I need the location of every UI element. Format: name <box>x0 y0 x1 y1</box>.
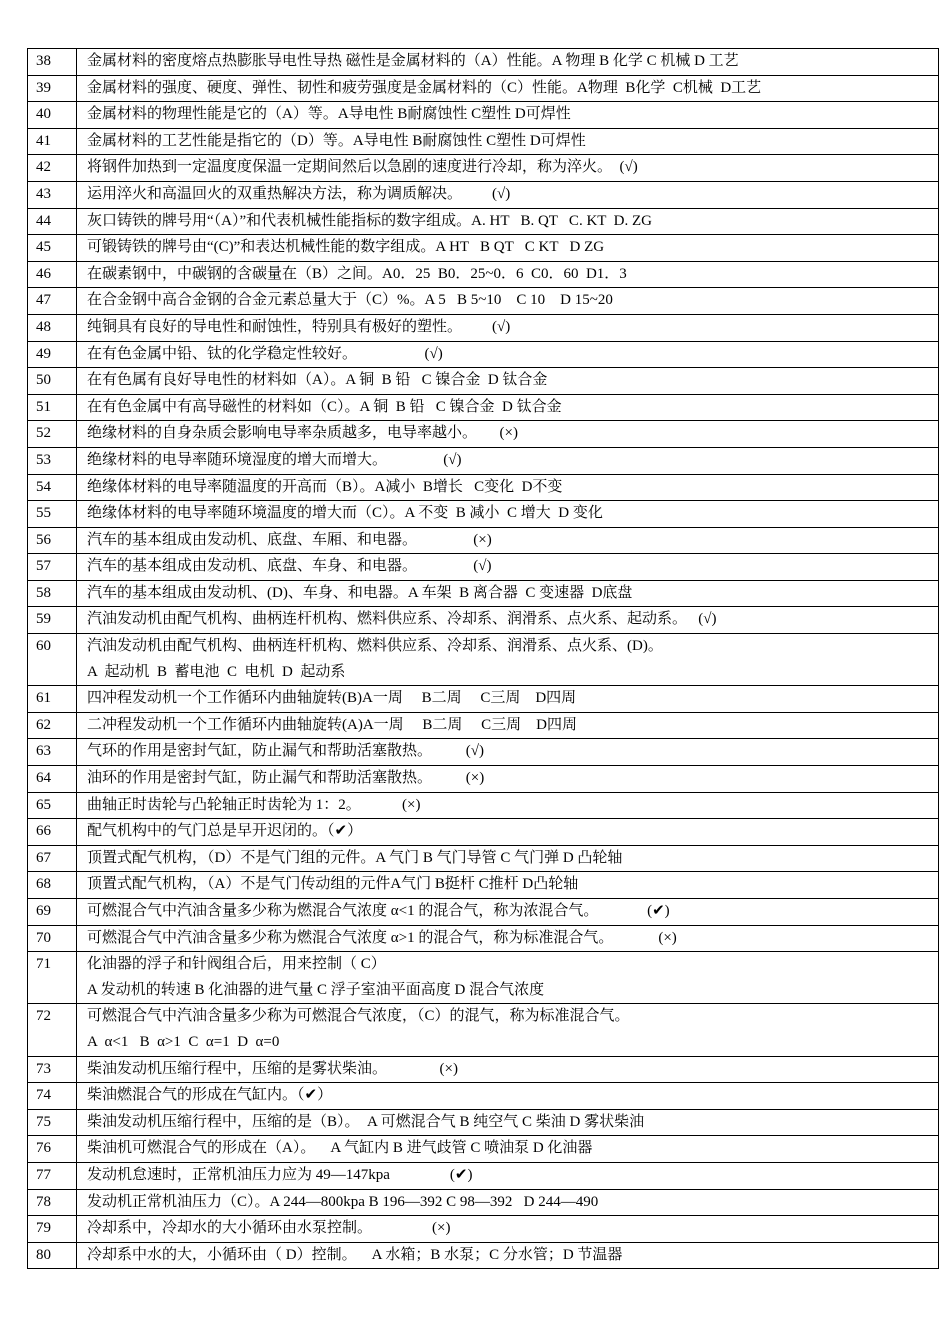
question-text-cell <box>77 1216 939 1243</box>
table-row <box>28 872 939 899</box>
question-text-cell <box>77 872 939 899</box>
question-number: 73 <box>28 1056 77 1083</box>
question-number: 42 <box>28 155 77 182</box>
question-text-cell <box>77 712 939 739</box>
table-row <box>28 155 939 182</box>
question-text-cell <box>77 394 939 421</box>
question-number: 55 <box>28 501 77 528</box>
question-text-cell <box>77 580 939 607</box>
table-row <box>28 368 939 395</box>
question-text-line: 灰口铸铁的牌号用“（A）”和代表机械性能指标的数字组成。A. HT B. QT C. KT D. ZG <box>87 212 652 229</box>
question-text-line: 汽车的基本组成由发动机、(D)、车身、和电器。A 车架 B 离合器 C 变速器 D底盘 <box>87 584 633 601</box>
table-row <box>28 925 939 952</box>
question-text-cell <box>77 792 939 819</box>
question-number: 52 <box>28 421 77 448</box>
question-number: 50 <box>28 368 77 395</box>
question-text-cell <box>77 925 939 952</box>
table-row <box>28 501 939 528</box>
question-text-line: 顶置式配气机构，（A）不是气门传动组的元件A气门 B挺杆 C推杆 D凸轮轴 <box>87 876 579 893</box>
question-text-line: 可燃混合气中汽油含量多少称为燃混合气浓度 α>1 的混合气，称为标准混合气。 (×) <box>87 929 677 946</box>
question-text-cell <box>77 607 939 634</box>
table-row <box>28 394 939 421</box>
question-text-cell <box>77 1136 939 1163</box>
table-row <box>28 181 939 208</box>
question-text-line: 在有色金属中铅、钛的化学稳定性较好。 (√) <box>87 345 443 362</box>
table-row <box>28 739 939 766</box>
question-text-cell <box>77 474 939 501</box>
question-text-line: 在碳素钢中，中碳钢的含碳量在（B）之间。A0．25 B0．25~0．6 C0．60 D1．3 <box>87 265 627 282</box>
question-text-cell <box>77 368 939 395</box>
question-number: 54 <box>28 474 77 501</box>
question-number: 53 <box>28 447 77 474</box>
question-number: 39 <box>28 75 77 102</box>
question-text-cell <box>77 155 939 182</box>
question-text-line: 四冲程发动机一个工作循环内曲轴旋转(B)A一周 B二周 C三周 D四周 <box>87 690 577 707</box>
question-text-cell <box>77 845 939 872</box>
question-text-cell <box>77 1083 939 1110</box>
table-row <box>28 1189 939 1216</box>
question-number: 66 <box>28 819 77 846</box>
table-row <box>28 712 939 739</box>
table-row <box>28 686 939 713</box>
question-text-cell <box>77 314 939 341</box>
table-row <box>28 474 939 501</box>
table-row <box>28 235 939 262</box>
question-text-line: 冷却系中水的大，小循环由（ D）控制。 A 水箱；B 水泵；C 分水管；D 节温器 <box>87 1246 623 1263</box>
question-text-line: 汽油发动机由配气机构、曲柄连杆机构、燃料供应系、冷却系、润滑系、点火系、起动系。 (√) <box>87 611 717 628</box>
question-text-cell <box>77 421 939 448</box>
question-number: 68 <box>28 872 77 899</box>
question-text-cell <box>77 686 939 713</box>
question-text-cell <box>77 1004 939 1056</box>
question-number: 61 <box>28 686 77 713</box>
table-row <box>28 899 939 926</box>
table-row <box>28 102 939 129</box>
question-text-cell <box>77 208 939 235</box>
question-text-line: 绝缘体材料的电导率随环境温度的增大而（C）。A 不变 B 减小 C 增大 D 变化 <box>87 505 603 522</box>
question-number: 57 <box>28 554 77 581</box>
table-row <box>28 766 939 793</box>
question-text-line: 将钢件加热到一定温度度保温一定期间然后以急剧的速度进行冷却，称为淬火。 (√) <box>87 159 638 176</box>
question-number: 65 <box>28 792 77 819</box>
table-row <box>28 447 939 474</box>
table-row <box>28 208 939 235</box>
question-text-cell <box>77 1242 939 1269</box>
question-number: 71 <box>28 952 77 1004</box>
question-text-line: 金属材料的密度熔点热膨胀导电性导热 磁性是金属材料的（A）性能。A 物理 B 化学 C 机械 D 工艺 <box>87 53 739 69</box>
question-text-cell <box>77 102 939 129</box>
question-text-cell <box>77 1056 939 1083</box>
table-row <box>28 1004 939 1056</box>
question-number: 67 <box>28 845 77 872</box>
table-row <box>28 1242 939 1269</box>
question-number: 56 <box>28 527 77 554</box>
question-text-line: 在有色属有良好导电性的材料如（A）。A 铜 B 铅 C 镍合金 D 钛合金 <box>87 372 548 389</box>
question-text-line: 汽车的基本组成由发动机、底盘、车厢、和电器。 (×) <box>87 531 492 548</box>
question-number: 41 <box>28 128 77 155</box>
question-text-cell <box>77 739 939 766</box>
table-row <box>28 341 939 368</box>
question-text-line: 柴油发动机压缩行程中，压缩的是（B）。 A 可燃混合气 B 纯空气 C 柴油 D 雾状柴油 <box>87 1113 645 1130</box>
question-text-cell <box>77 447 939 474</box>
table-row <box>28 845 939 872</box>
table-row <box>28 952 939 1004</box>
table-row <box>28 1056 939 1083</box>
question-text-line: 汽油发动机由配气机构、曲柄连杆机构、燃料供应系、冷却系、润滑系、点火系、(D)。 <box>87 638 663 655</box>
question-number: 46 <box>28 261 77 288</box>
question-number: 77 <box>28 1162 77 1189</box>
question-table <box>27 48 939 1269</box>
question-number: 44 <box>28 208 77 235</box>
table-row <box>28 261 939 288</box>
question-number: 40 <box>28 102 77 129</box>
table-row <box>28 792 939 819</box>
question-number: 69 <box>28 899 77 926</box>
question-text-cell <box>77 288 939 315</box>
question-text-line: 金属材料的物理性能是它的（A）等。A导电性 B耐腐蚀性 C塑性 D可焊性 <box>87 106 571 123</box>
question-text-line: A 发动机的转速 B 化油器的进气量 C 浮子室油平面高度 D 混合气浓度 <box>87 981 545 998</box>
question-text-line: 运用淬火和高温回火的双重热解决方法，称为调质解决。 (√) <box>87 185 511 202</box>
question-number: 70 <box>28 925 77 952</box>
question-number: 79 <box>28 1216 77 1243</box>
table-row <box>28 819 939 846</box>
question-number: 38 <box>28 49 77 76</box>
question-text-cell <box>77 501 939 528</box>
question-number: 74 <box>28 1083 77 1110</box>
question-text-cell <box>77 75 939 102</box>
table-row <box>28 75 939 102</box>
question-number: 78 <box>28 1189 77 1216</box>
question-text-cell <box>77 235 939 262</box>
table-row <box>28 1162 939 1189</box>
question-text-cell <box>77 261 939 288</box>
question-number: 45 <box>28 235 77 262</box>
table-row <box>28 49 939 76</box>
question-text-line: 气环的作用是密封气缸，防止漏气和帮助活塞散热。 (√) <box>87 743 484 760</box>
question-text-line: 冷却系中，冷却水的大小循环由水泵控制。 (×) <box>87 1220 451 1237</box>
question-text-line: 配气机构中的气门总是早开迟闭的。（✔） <box>87 823 363 840</box>
table-row <box>28 580 939 607</box>
question-text-line: 可燃混合气中汽油含量多少称为可燃混合气浓度，（C）的混气，称为标准混合气。 <box>87 1008 630 1025</box>
table-row <box>28 421 939 448</box>
question-text-cell <box>77 128 939 155</box>
question-text-line: 绝缘材料的自身杂质会影响电导率杂质越多，电导率越小。 (×) <box>87 425 518 442</box>
table-row <box>28 314 939 341</box>
table-row <box>28 1083 939 1110</box>
question-number: 48 <box>28 314 77 341</box>
question-text-line: 二冲程发动机一个工作循环内曲轴旋转(A)A一周 B二周 C三周 D四周 <box>87 716 578 733</box>
question-number: 76 <box>28 1136 77 1163</box>
question-number: 63 <box>28 739 77 766</box>
question-number: 62 <box>28 712 77 739</box>
question-text-cell <box>77 1109 939 1136</box>
table-row <box>28 634 939 686</box>
question-text-line: 绝缘体材料的电导率随温度的开高而（B）。A减小 B增长 C变化 D不变 <box>87 478 563 495</box>
question-number: 49 <box>28 341 77 368</box>
question-text-cell <box>77 181 939 208</box>
question-text-line: 柴油燃混合气的形成在气缸内。（✔） <box>87 1087 333 1104</box>
question-text-line: 金属材料的工艺性能是指它的（D）等。A导电性 B耐腐蚀性 C塑性 D可焊性 <box>87 132 586 149</box>
table-row <box>28 554 939 581</box>
question-text-line: 绝缘材料的电导率随环境湿度的增大而增大。 (√) <box>87 451 462 468</box>
table-row <box>28 1136 939 1163</box>
question-text-line: 柴油机可燃混合气的形成在（A）。 A 气缸内 B 进气歧管 C 喷油泵 D 化油器 <box>87 1140 593 1157</box>
question-text-cell <box>77 899 939 926</box>
question-number: 51 <box>28 394 77 421</box>
question-text-cell <box>77 819 939 846</box>
table-row <box>28 288 939 315</box>
question-table-body <box>28 49 939 1269</box>
question-text-line: 在合金钢中高合金钢的合金元素总量大于（C）%。A 5 B 5~10 C 10 D 15~20 <box>87 292 613 309</box>
question-text-line: A 起动机 B 蓄电池 C 电机 D 起动系 <box>87 663 346 680</box>
question-text-line: 曲轴正时齿轮与凸轮轴正时齿轮为 1：2。 (×) <box>87 796 421 813</box>
question-text-line: 发动机怠速时，正常机油压力应为 49—147kpa (✔) <box>87 1166 473 1183</box>
table-row <box>28 1109 939 1136</box>
question-text-cell <box>77 952 939 1004</box>
question-text-cell <box>77 341 939 368</box>
question-text-line: 顶置式配气机构，（D）不是气门组的元件。A 气门 B 气门导管 C 气门弹 D 凸轮轴 <box>87 849 623 866</box>
question-number: 60 <box>28 634 77 686</box>
question-number: 80 <box>28 1242 77 1269</box>
question-number: 72 <box>28 1004 77 1056</box>
question-text-line: 纯铜具有良好的导电性和耐蚀性，特别具有极好的塑性。 (√) <box>87 318 511 335</box>
question-number: 47 <box>28 288 77 315</box>
question-text-cell <box>77 1189 939 1216</box>
question-number: 75 <box>28 1109 77 1136</box>
question-text-cell <box>77 49 939 76</box>
question-number: 59 <box>28 607 77 634</box>
question-text-line: 在有色金属中有高导磁性的材料如（C）。A 铜 B 铅 C 镍合金 D 钛合金 <box>87 398 562 415</box>
question-text-line: 金属材料的强度、硬度、弹性、韧性和疲劳强度是金属材料的（C）性能。A物理 B化学 C机械 D工艺 <box>87 79 762 96</box>
question-text-line: 汽车的基本组成由发动机、底盘、车身、和电器。 (√) <box>87 558 492 575</box>
question-text-cell <box>77 527 939 554</box>
question-text-line: 化油器的浮子和针阀组合后，用来控制（ C） <box>87 956 386 973</box>
question-text-cell <box>77 634 939 686</box>
question-text-cell <box>77 554 939 581</box>
question-text-cell <box>77 766 939 793</box>
table-row <box>28 1216 939 1243</box>
question-text-cell <box>77 1162 939 1189</box>
question-text-line: 可燃混合气中汽油含量多少称为燃混合气浓度 α<1 的混合气，称为浓混合气。 (✔) <box>87 903 670 919</box>
table-row <box>28 128 939 155</box>
question-text-line: A α<1 B α>1 C α=1 D α=0 <box>87 1033 280 1050</box>
question-text-line: 柴油发动机压缩行程中，压缩的是雾状柴油。 (×) <box>87 1060 458 1077</box>
question-text-line: 发动机正常机油压力（C）。A 244—800kpa B 196—392 C 98—392 D 244—490 <box>87 1193 599 1210</box>
question-text-line: 油环的作用是密封气缸，防止漏气和帮助活塞散热。 (×) <box>87 770 485 787</box>
question-number: 58 <box>28 580 77 607</box>
table-row <box>28 527 939 554</box>
question-number: 43 <box>28 181 77 208</box>
table-row <box>28 607 939 634</box>
question-text-line: 可锻铸铁的牌号由“(C)”和表达机械性能的数字组成。A HT B QT C KT D ZG <box>87 239 605 256</box>
question-number: 64 <box>28 766 77 793</box>
